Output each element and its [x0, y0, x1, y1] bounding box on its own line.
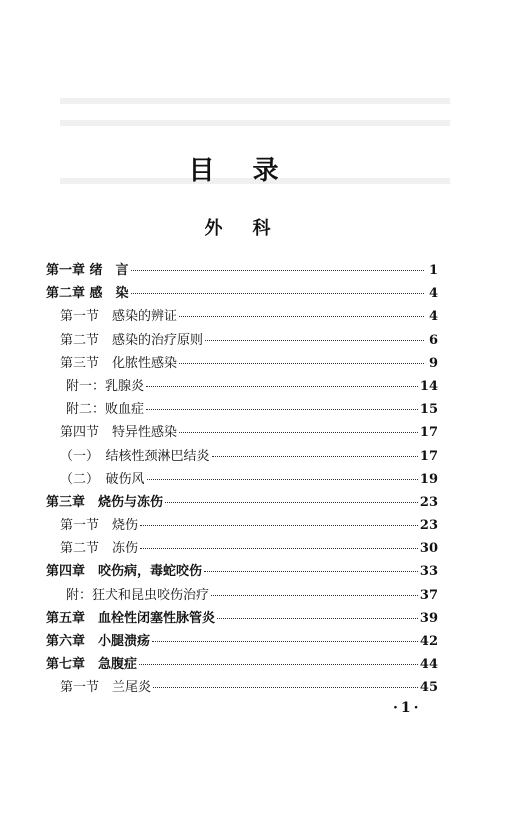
section-heading: 外科 — [204, 218, 301, 239]
toc-entry-label: 第二章 感 染 — [46, 286, 129, 302]
toc-page-number: 17 — [419, 448, 438, 464]
toc-page-number: 4 — [428, 286, 438, 302]
bleed-through-line — [60, 120, 450, 126]
dot-leader — [131, 256, 424, 271]
toc-title: 目录 — [188, 156, 317, 186]
toc-page-number: 33 — [419, 564, 438, 580]
dot-leader — [217, 604, 418, 619]
toc-entry-label: 第六章 小腿溃疡 — [46, 634, 151, 649]
dot-leader — [205, 326, 424, 341]
toc-page-number: 37 — [419, 587, 438, 603]
toc-page-number: 9 — [428, 355, 438, 371]
toc-page-number: 17 — [419, 425, 438, 441]
toc-page-number: 39 — [419, 610, 438, 626]
table-of-contents — [46, 259, 438, 700]
toc-page-number: 44 — [419, 657, 438, 673]
toc-page-number: 15 — [419, 402, 438, 418]
toc-entry-label: 第七章 急腹症 — [46, 657, 138, 673]
toc-entry-label: 第一节 兰尾炎 — [60, 680, 152, 696]
toc-entry[interactable] — [46, 676, 438, 699]
toc-entry-label: （二） 破伤风 — [60, 471, 145, 487]
toc-page-number: 45 — [419, 680, 438, 696]
dot-leader — [147, 465, 418, 480]
toc-page-number: 23 — [419, 518, 438, 534]
toc-page-number: 6 — [428, 332, 438, 348]
dot-leader — [146, 395, 418, 410]
dot-leader — [140, 511, 418, 526]
toc-entry-label: 附一：乳腺炎 — [66, 378, 145, 394]
dot-leader — [152, 627, 418, 642]
toc-page-number: 30 — [419, 541, 438, 557]
toc-entry-label: 第四节 特异性感染 — [60, 425, 178, 441]
dot-leader — [179, 302, 424, 317]
dot-leader — [165, 488, 418, 503]
dot-leader — [146, 372, 418, 387]
toc-entry-label: 第一节 感染的辨证 — [60, 309, 178, 325]
dot-leader — [179, 418, 418, 433]
toc-entry-label: 第五章 血栓性闭塞性脉管炎 — [46, 610, 216, 626]
toc-page-number: 1 — [428, 263, 438, 278]
dot-leader — [204, 557, 418, 572]
toc-entry-label: 第一节 烧伤 — [60, 518, 139, 534]
toc-page-number: 19 — [419, 471, 438, 487]
toc-entry-label: 第一章 绪 言 — [46, 263, 129, 278]
toc-entry-label: 第四章 咬伤病，毒蛇咬伤 — [46, 564, 203, 580]
dot-leader — [153, 673, 418, 688]
toc-page-number: 4 — [428, 309, 438, 325]
dot-leader — [131, 279, 424, 294]
page-number: ·1· — [393, 700, 422, 716]
toc-page-number: 23 — [419, 494, 438, 510]
dot-leader — [140, 534, 418, 549]
toc-entry-label: 第三章 烧伤与冻伤 — [46, 494, 164, 510]
bleed-through-line — [60, 98, 450, 104]
dot-leader — [179, 349, 424, 364]
toc-entry-label: 附二：败血症 — [66, 402, 145, 418]
toc-entry-label: （一） 结核性颈淋巴结炎 — [60, 448, 210, 464]
toc-entry-label: 第三节 化脓性感染 — [60, 355, 178, 371]
dot-leader — [212, 442, 418, 457]
toc-entry-label: 附：狂犬和昆虫咬伤治疗 — [66, 587, 210, 603]
toc-page-number: 14 — [419, 378, 438, 394]
dot-leader — [139, 650, 418, 665]
toc-entry-label: 第二节 冻伤 — [60, 541, 139, 557]
toc-page-number: 42 — [419, 634, 438, 649]
toc-entry-label: 第二节 感染的治疗原则 — [60, 332, 204, 348]
dot-leader — [211, 581, 418, 596]
